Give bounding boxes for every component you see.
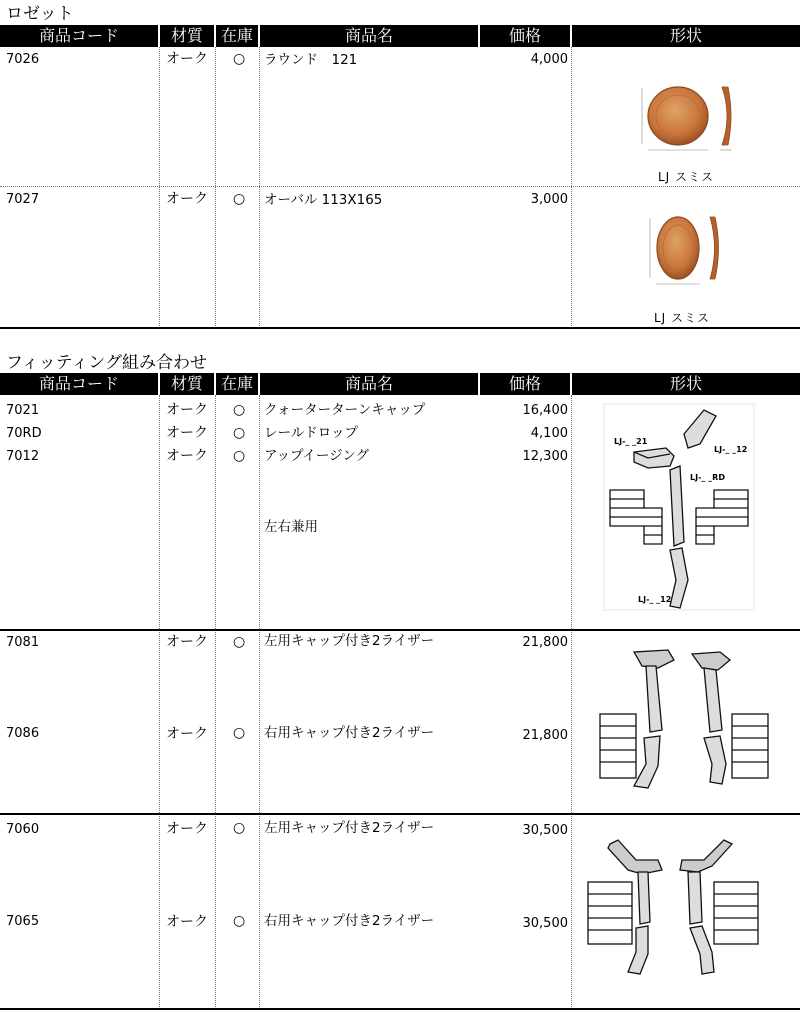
product-name: オーバル 113X165 [264,192,383,208]
product-name: 左用キャップ付き2ライザー [264,820,435,836]
price: 16,400 [522,403,568,418]
price: 4,000 [530,52,568,67]
table-bottom-border [0,327,800,329]
header-material: 材質 [160,25,216,47]
fitting-combination-diagram [604,404,754,610]
header-price: 価格 [480,373,572,395]
column-divider [259,47,260,328]
stock-mark: ○ [233,402,246,418]
column-divider [571,395,572,1009]
product-code: 7060 [6,822,40,837]
product-name: アップイージング [264,448,369,464]
material: オーク [166,448,208,464]
price: 21,800 [522,635,568,650]
stock-mark: ○ [233,820,246,836]
header-name: 商品名 [260,25,480,47]
product-code: 70RD [6,426,42,441]
stock-mark: ○ [233,913,246,929]
product-code: 7065 [6,914,40,929]
left-cap-riser-diagram [588,648,680,790]
column-divider [159,47,160,328]
header-price: 価格 [480,25,572,47]
table-bottom-border [0,1008,800,1010]
price: 12,300 [522,449,568,464]
group-divider [0,629,800,631]
product-name: 右用キャップ付き2ライザー [264,725,435,741]
product-code: 7012 [6,449,40,464]
price: 30,500 [522,823,568,838]
material: オーク [166,821,208,837]
column-divider [259,395,260,1009]
header-shape: 形状 [669,26,702,45]
oval-rosette-image [646,214,732,290]
header-material: 材質 [160,373,216,395]
round-rosette-image [636,84,746,160]
header-stock: 在庫 [216,373,260,395]
product-name: レールドロップ [264,425,358,441]
stock-mark: ○ [233,425,246,441]
price: 30,500 [522,916,568,931]
diagram-label: LJ-_ _12 [714,445,748,454]
material: オーク [166,425,208,441]
stock-mark: ○ [233,448,246,464]
section-title-rosette: ロゼット [6,4,74,24]
brand-label: LJ スミス [658,170,715,184]
header-code: 商品コード [0,373,160,395]
price: 3,000 [530,192,568,207]
material: オーク [166,402,208,418]
column-divider [215,395,216,1009]
product-code: 7086 [6,726,40,741]
product-code: 7027 [6,192,40,207]
table-header-fitting [0,373,800,395]
stock-mark: ○ [233,51,246,67]
material: オーク [166,634,208,650]
diagram-label: LJ-_ _12 [638,595,672,604]
product-name: ラウンド 121 [264,52,358,68]
product-code: 7021 [6,403,40,418]
diagram-label: LJ-_ _RD [690,473,725,482]
material: オーク [166,726,208,742]
column-divider [571,47,572,328]
price: 4,100 [530,426,568,441]
product-code: 7081 [6,635,40,650]
product-name: クォーターターンキャップ [264,402,426,418]
header-name: 商品名 [260,373,480,395]
material: オーク [166,51,208,67]
header-stock: 在庫 [216,25,260,47]
material: オーク [166,191,208,207]
diagram-label: LJ-_ _21 [614,437,648,446]
product-name: 左用キャップ付き2ライザー [264,633,435,649]
right-cap-riser-diagram [680,648,790,790]
right-landing-cap-riser-diagram [674,838,778,978]
stock-mark: ○ [233,725,246,741]
table-header-rosette [0,25,800,47]
product-name: 右用キャップ付き2ライザー [264,913,435,929]
price: 21,800 [522,728,568,743]
product-code: 7026 [6,52,40,67]
left-landing-cap-riser-diagram [582,838,672,978]
row-divider [0,186,800,187]
group-divider [0,813,800,815]
section-title-fitting: フィッティング組み合わせ [6,353,207,373]
column-divider [215,47,216,328]
material: オーク [166,914,208,930]
brand-label: LJ スミス [654,311,711,325]
note-both-sides: 左右兼用 [264,519,318,535]
stock-mark: ○ [233,634,246,650]
column-divider [159,395,160,1009]
header-shape: 形状 [669,374,702,393]
stock-mark: ○ [233,191,246,207]
header-code: 商品コード [0,25,160,47]
